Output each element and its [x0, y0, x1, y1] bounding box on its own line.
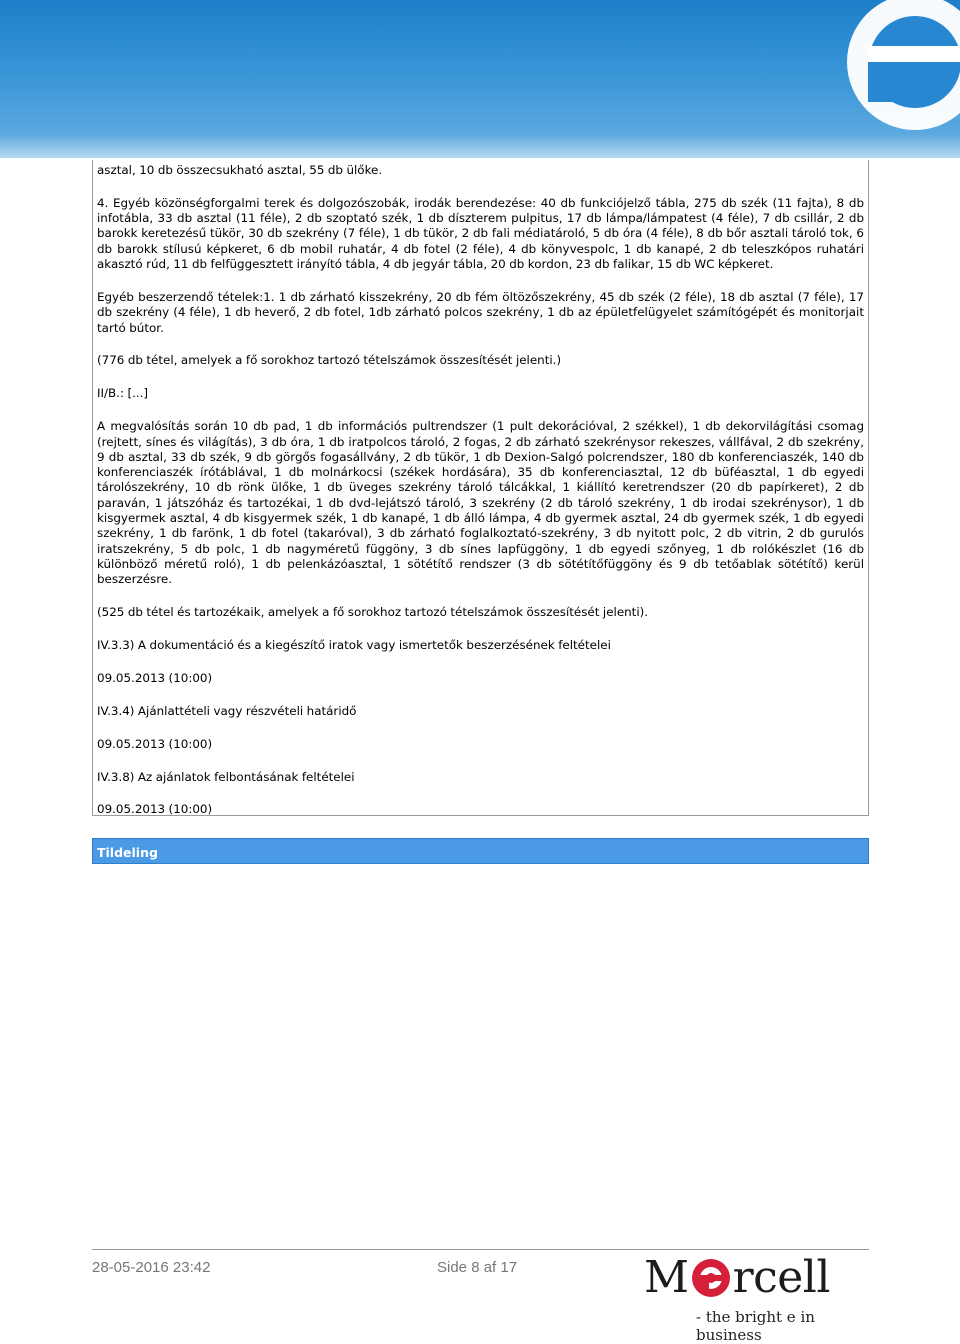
brand-tagline: - the bright e in business: [696, 1308, 815, 1344]
date-value: 09.05.2013 (10:00): [97, 736, 213, 751]
header-band: [0, 0, 960, 158]
header-fade: [0, 134, 960, 158]
brand-word-end: rcell: [732, 1252, 830, 1303]
date-value: 09.05.2013 (10:00): [97, 670, 213, 685]
e-logo-icon: [691, 1258, 731, 1298]
date-value: 09.05.2013 (10:00): [97, 802, 213, 817]
brand-word-start: M: [644, 1252, 689, 1303]
footer-page-number: Side 8 af 17: [437, 1259, 518, 1276]
section-bar-tildeling: [92, 838, 869, 864]
brand-wordmark: [644, 1254, 830, 1302]
e-logo-icon: [810, 0, 960, 130]
paragraph: 4. Egyéb közönségforgalmi terek és dolgozószobák, irodák berendezése: 40 db funkciójelző tábla, 275 db szék (11 fajta), 8 db infotábla, 33 db asztal (11 féle), 2 db szoptató szék, 1 db díszterem pulpitus, 17 db lámpa/lámpatest (4 féle), 7 db csillár, 2 db barokk keretezésű tükör, 30 db szekrény (7 féle), 1 db tükör, 2 db fali médiatároló, 5 db óra (4 féle), 8 db bőr asztali tároló tok, 6 db barokk stílusú képkeret, 6 db mobil ruhatár, 4 db fotel (2 féle), 4 db könyvespolc, 1 db kanapé, 2 db teleszkópos ruhatári akasztó rúd, 11 db felfüggesztett irányító tábla, 4 db jegyár tábla, 20 db kordon, 23 db falikar, 15 db WC képkeret.: [97, 195, 864, 272]
paragraph: II/B.: [...]: [97, 386, 149, 401]
paragraph: Egyéb beszerzendő tételek:1. 1 db zárható kisszekrény, 20 db fém öltözőszekrény, 45 db szék (2 féle), 18 db asztal (7 féle), 17 db szekrény (4 féle), 1 db heverő, 2 db fotel, 1db zárható polcos szekrény, 1 db az épületfelügyelet számítógépét és monitorjait tartó bútor.: [97, 289, 864, 335]
paragraph: (776 db tétel, amelyek a fő sorokhoz tartozó tételszámok összesítését jelenti.): [97, 353, 562, 368]
paragraph: A megvalósítás során 10 db pad, 1 db információs pultrendszer (1 pult dekorációval, 2 székkel), 1 db dekorvilágítási csomag (rejtett, sínes és világítás), 3 db óra, 1 db iratpolcos tároló, 2 fogas, 2 db zárható szekrénysor rekeszes, vállfával, 2 db szekrény, 9 db asztal, 33 db szék, 9 db görgős fogasállvány, 2 db tükör, 1 db Dexion-Salgó polcrendszer, 180 db konferenciaszék, 140 db konferenciaszék írótáblával, 1 db molnárkocsi (székek hordására), 35 db konferenciasztal, 12 db büféasztal, 1 db egyedi tárolószekrény, 10 db rönk ülőke, 1 db üveges szekrény tároló tálcákkal, 1 kiállító keretrendszer (20 db papírkeret), 2 db paraván, 1 játszóház és tartozékai, 1 db dvd-lejátszó tároló, 3 szekrény (2 db tároló szekrény, 1 db irodai szekrénysor), 1 db kisgyermek asztal, 4 db kisgyermek szék, 1 db kanapé, 1 db álló lámpa, 4 db gyermek asztal, 24 db gyermek szék, 1 db egyedi szekrény, 1 db farönk, 1 db fotel (takaróval), 3 db zárható foglalkoztató-szekrény, 3 db nyitott polc, 2 db vitrin, 2 db gurulós iratszekrény, 5 db polc, 1 db nagyméretű függöny, 3 db sínes lapfüggöny, 1 db egyedi szőnyeg, 1 db rolókészlet (16 db különböző méretű roló), 1 db pelenkázóasztal, 1 sötétítő rendszer (3 db sötétítőfüggöny és 9 db tetőablak sötétítő) kerül beszerzésre.: [97, 419, 864, 587]
paragraph: (525 db tétel és tartozékaik, amelyek a fő sorokhoz tartozó tételszámok összesítését jelenti).: [97, 605, 649, 620]
section-heading: IV.3.3) A dokumentáció és a kiegészítő iratok vagy ismertetők beszerzésének feltételei: [97, 637, 611, 652]
notice-content: [92, 160, 869, 816]
brand-logo: [640, 1252, 870, 1344]
section-heading: IV.3.4) Ajánlattételi vagy részvételi határidő: [97, 703, 357, 718]
footer-date: 28-05-2016 23:42: [92, 1259, 211, 1276]
footer-divider: [92, 1249, 869, 1250]
paragraph: asztal, 10 db összecsukható asztal, 55 db ülőke.: [97, 163, 383, 177]
section-heading: IV.3.8) Az ajánlatok felbontásának feltételei: [97, 769, 355, 784]
section-bar-label: Tildeling: [97, 845, 158, 860]
